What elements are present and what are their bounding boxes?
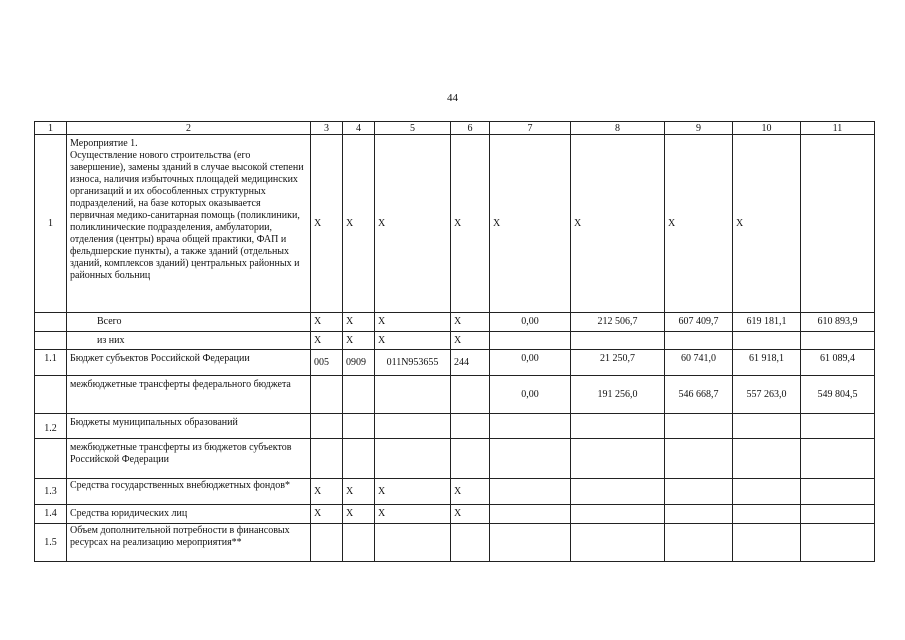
cell-c3: X [311, 332, 343, 350]
cell-c9 [665, 414, 733, 439]
cell-c3: X [311, 313, 343, 332]
cell-c9 [665, 332, 733, 350]
cell-c6 [451, 439, 490, 479]
header-cell: 5 [375, 122, 451, 135]
header-cell: 2 [67, 122, 311, 135]
cell-c10 [733, 505, 801, 524]
header-cell: 10 [733, 122, 801, 135]
table-row [35, 505, 875, 524]
financing-table [34, 121, 875, 562]
cell-c9: 60 741,0 [665, 350, 733, 376]
cell-c3: 005 [311, 350, 343, 376]
cell-c5: X [375, 135, 451, 313]
cell-c3: X [311, 135, 343, 313]
header-cell: 7 [490, 122, 571, 135]
row-label: Средства государственных внебюджетных фондов* [67, 479, 311, 505]
cell-c7: X [490, 135, 571, 313]
cell-c7: 0,00 [490, 376, 571, 414]
table-row [35, 524, 875, 562]
measure-description [67, 135, 311, 313]
cell-c10 [733, 524, 801, 562]
cell-c4 [343, 376, 375, 414]
cell-c11 [801, 479, 875, 505]
cell-c11 [801, 135, 875, 313]
cell-c7 [490, 332, 571, 350]
cell-c3 [311, 439, 343, 479]
cell-c11 [801, 524, 875, 562]
cell-c10 [733, 439, 801, 479]
cell-c4 [343, 439, 375, 479]
cell-c4: X [343, 313, 375, 332]
cell-c5 [375, 524, 451, 562]
cell-c10 [733, 414, 801, 439]
cell-c9 [665, 505, 733, 524]
cell-c4: 0909 [343, 350, 375, 376]
cell-c7 [490, 439, 571, 479]
cell-c11: 61 089,4 [801, 350, 875, 376]
cell-c11 [801, 505, 875, 524]
header-cell: 4 [343, 122, 375, 135]
cell-c5 [375, 414, 451, 439]
table-row [35, 376, 875, 414]
cell-c5: X [375, 332, 451, 350]
cell-c7 [490, 479, 571, 505]
cell-c10: X [733, 135, 801, 313]
cell-c6: X [451, 505, 490, 524]
row-number: 1.4 [35, 505, 67, 524]
cell-c8 [571, 524, 665, 562]
page-number: 44 [447, 92, 458, 104]
cell-c5: 011N953655 [375, 350, 451, 376]
cell-c6 [451, 414, 490, 439]
cell-c8 [571, 439, 665, 479]
cell-c11: 549 804,5 [801, 376, 875, 414]
cell-c6: X [451, 479, 490, 505]
cell-c11: 610 893,9 [801, 313, 875, 332]
cell-c8 [571, 505, 665, 524]
cell-c7 [490, 505, 571, 524]
cell-c4: X [343, 479, 375, 505]
cell-c3 [311, 414, 343, 439]
cell-c7: 0,00 [490, 350, 571, 376]
cell-c7 [490, 524, 571, 562]
cell-c10: 61 918,1 [733, 350, 801, 376]
table-row [35, 313, 875, 332]
cell-c11 [801, 332, 875, 350]
row-number [35, 332, 67, 350]
cell-c8 [571, 479, 665, 505]
cell-c6: X [451, 332, 490, 350]
row-number: 1.2 [35, 414, 67, 439]
row-label: Бюджет субъектов Российской Федерации [67, 350, 311, 376]
row-number: 1.3 [35, 479, 67, 505]
cell-c9 [665, 439, 733, 479]
cell-c3: X [311, 479, 343, 505]
row-label: межбюджетные трансферты из бюджетов субъектов Российской Федерации [67, 439, 311, 479]
cell-c4 [343, 414, 375, 439]
row-label: Всего [67, 313, 311, 332]
row-label: межбюджетные трансферты федерального бюджета [67, 376, 311, 414]
cell-c6: 244 [451, 350, 490, 376]
cell-c4 [343, 524, 375, 562]
cell-c9: 607 409,7 [665, 313, 733, 332]
cell-c4: X [343, 332, 375, 350]
cell-c7 [490, 414, 571, 439]
cell-c5: X [375, 313, 451, 332]
table-row [35, 332, 875, 350]
cell-c8: X [571, 135, 665, 313]
cell-c8: 21 250,7 [571, 350, 665, 376]
cell-c10 [733, 479, 801, 505]
cell-c6: X [451, 135, 490, 313]
cell-c5: X [375, 479, 451, 505]
cell-c7: 0,00 [490, 313, 571, 332]
table-header-row [35, 122, 875, 135]
cell-c10: 557 263,0 [733, 376, 801, 414]
cell-c3: X [311, 505, 343, 524]
cell-c9 [665, 524, 733, 562]
cell-c10 [733, 332, 801, 350]
cell-c4: X [343, 135, 375, 313]
header-cell: 1 [35, 122, 67, 135]
table-row [35, 479, 875, 505]
header-cell: 9 [665, 122, 733, 135]
table-row [35, 439, 875, 479]
row-label: из них [67, 332, 311, 350]
row-number: 1.1 [35, 350, 67, 376]
cell-c8 [571, 414, 665, 439]
row-number [35, 376, 67, 414]
cell-c10: 619 181,1 [733, 313, 801, 332]
cell-c9: 546 668,7 [665, 376, 733, 414]
cell-c6 [451, 524, 490, 562]
cell-c11 [801, 439, 875, 479]
header-cell: 3 [311, 122, 343, 135]
row-label: Бюджеты муниципальных образований [67, 414, 311, 439]
table-row [35, 350, 875, 376]
row-label: Средства юридических лиц [67, 505, 311, 524]
measure-title: Мероприятие 1. [70, 138, 138, 149]
row-number [35, 313, 67, 332]
cell-c9 [665, 479, 733, 505]
cell-c5 [375, 376, 451, 414]
cell-c6: X [451, 313, 490, 332]
row-number [35, 439, 67, 479]
cell-c5: X [375, 505, 451, 524]
cell-c6 [451, 376, 490, 414]
row-number: 1 [35, 135, 67, 313]
header-cell: 6 [451, 122, 490, 135]
table-row [35, 135, 875, 313]
cell-c5 [375, 439, 451, 479]
row-label: Объем дополнительной потребности в финансовых ресурсах на реализацию мероприятия** [67, 524, 311, 562]
header-cell: 11 [801, 122, 875, 135]
cell-c11 [801, 414, 875, 439]
cell-c8: 191 256,0 [571, 376, 665, 414]
table-row [35, 414, 875, 439]
measure-text: Осуществление нового строительства (его завершение), замены зданий в случае высокой степени износа, наличия избыточных площадей медицинских организаций и их обособленных структурных подразделений, на базе которых оказывается первичная медико-санитарная помощь (поликлиники, поликлинические подразделения, амбулатории, отделения (центры) врача общей практики, ФАП и фельдшерские пункты), а также зданий (отдельных зданий, комплексов зданий) центральных районных и районных больниц [70, 150, 304, 281]
cell-c3 [311, 524, 343, 562]
cell-c3 [311, 376, 343, 414]
cell-c8 [571, 332, 665, 350]
cell-c4: X [343, 505, 375, 524]
row-number: 1.5 [35, 524, 67, 562]
header-cell: 8 [571, 122, 665, 135]
cell-c8: 212 506,7 [571, 313, 665, 332]
cell-c9: X [665, 135, 733, 313]
